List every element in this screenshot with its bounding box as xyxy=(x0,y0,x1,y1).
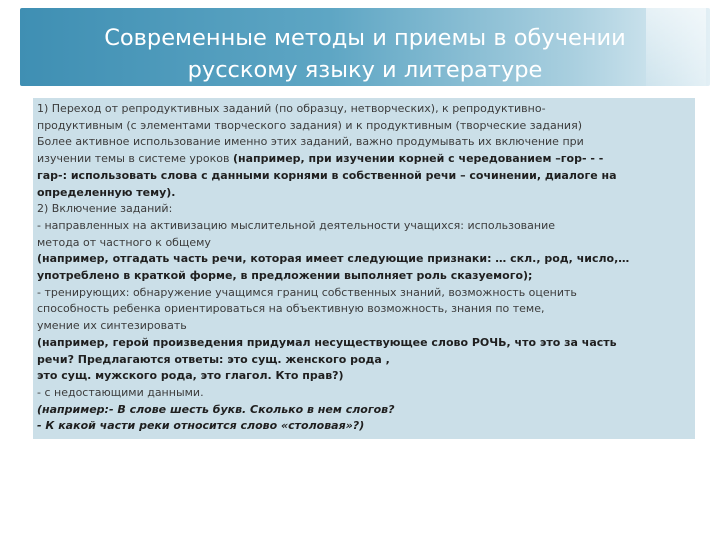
text-line xyxy=(37,335,691,352)
slide-title-line-1: Современные методы и приемы в обучении xyxy=(104,25,626,51)
text-run: способность ребенка ориентироваться на объективную возможность, знания по теме, xyxy=(37,302,545,316)
text-run: метода от частного к общему xyxy=(37,235,211,249)
text-run: Более активное использование именно этих заданий, важно продумывать их включение при xyxy=(37,135,584,149)
text-run: - тренирующих: обнаружение учащимся границ собственных знаний, возможность оценить xyxy=(37,285,577,299)
slide-title xyxy=(20,22,710,86)
text-line xyxy=(37,151,691,168)
text-line xyxy=(37,402,691,419)
title-band xyxy=(20,8,710,86)
text-run: - К какой части реки относится слово «столовая»?) xyxy=(37,419,365,433)
text-line xyxy=(37,218,691,235)
text-line xyxy=(37,101,691,118)
text-run: - направленных на активизацию мыслительной деятельности учащихся: использование xyxy=(37,218,556,232)
text-run: 2) Включение заданий: xyxy=(37,202,173,216)
text-line xyxy=(37,301,691,318)
text-line xyxy=(37,185,691,202)
text-line xyxy=(37,134,691,151)
text-line xyxy=(37,368,691,385)
text-run: - с недостающими данными. xyxy=(37,385,204,399)
text-line xyxy=(37,385,691,402)
text-run: определенную тему). xyxy=(37,185,176,199)
text-line xyxy=(37,268,691,285)
text-line xyxy=(37,251,691,268)
content-body xyxy=(33,98,695,439)
text-line xyxy=(37,285,691,302)
text-run: 1) Переход от репродуктивных заданий (по образцу, нетворческих), к репродуктивно- xyxy=(37,102,546,115)
text-line xyxy=(37,118,691,135)
text-run: это сущ. мужского рода, это глагол. Кто прав?) xyxy=(37,369,344,383)
text-run: (например, при изучении корней с чередованием –гор- - - xyxy=(232,152,604,166)
text-run: (например, герой произведения придумал несуществующее слово РОЧЬ, что это за часть xyxy=(37,335,617,349)
text-run: речи? Предлагаются ответы: это сущ. женского рода , xyxy=(37,352,390,366)
text-line xyxy=(37,201,691,218)
slide-title-line-2: русскому языку и литературе xyxy=(187,57,543,83)
text-run: употреблено в краткой форме, в предложении выполняет роль сказуемого); xyxy=(37,269,533,283)
text-line xyxy=(37,318,691,335)
text-run: (например:- В слове шесть букв. Сколько в нем слогов? xyxy=(37,402,395,416)
text-line xyxy=(37,168,691,185)
text-run: продуктивным (с элементами творческого задания) и к продуктивным (творческие задания) xyxy=(37,118,582,132)
text-run: умение их синтезировать xyxy=(37,319,187,333)
text-line xyxy=(37,352,691,369)
text-line xyxy=(37,235,691,252)
text-line xyxy=(37,418,691,435)
text-run: изучении темы в системе уроков xyxy=(37,152,233,166)
text-run: (например, отгадать часть речи, которая имеет следующие признаки: … скл., род, число,… xyxy=(37,252,630,266)
text-run: гар-: использовать слова с данными корнями в собственной речи – сочинении, диалоге на xyxy=(37,168,617,182)
